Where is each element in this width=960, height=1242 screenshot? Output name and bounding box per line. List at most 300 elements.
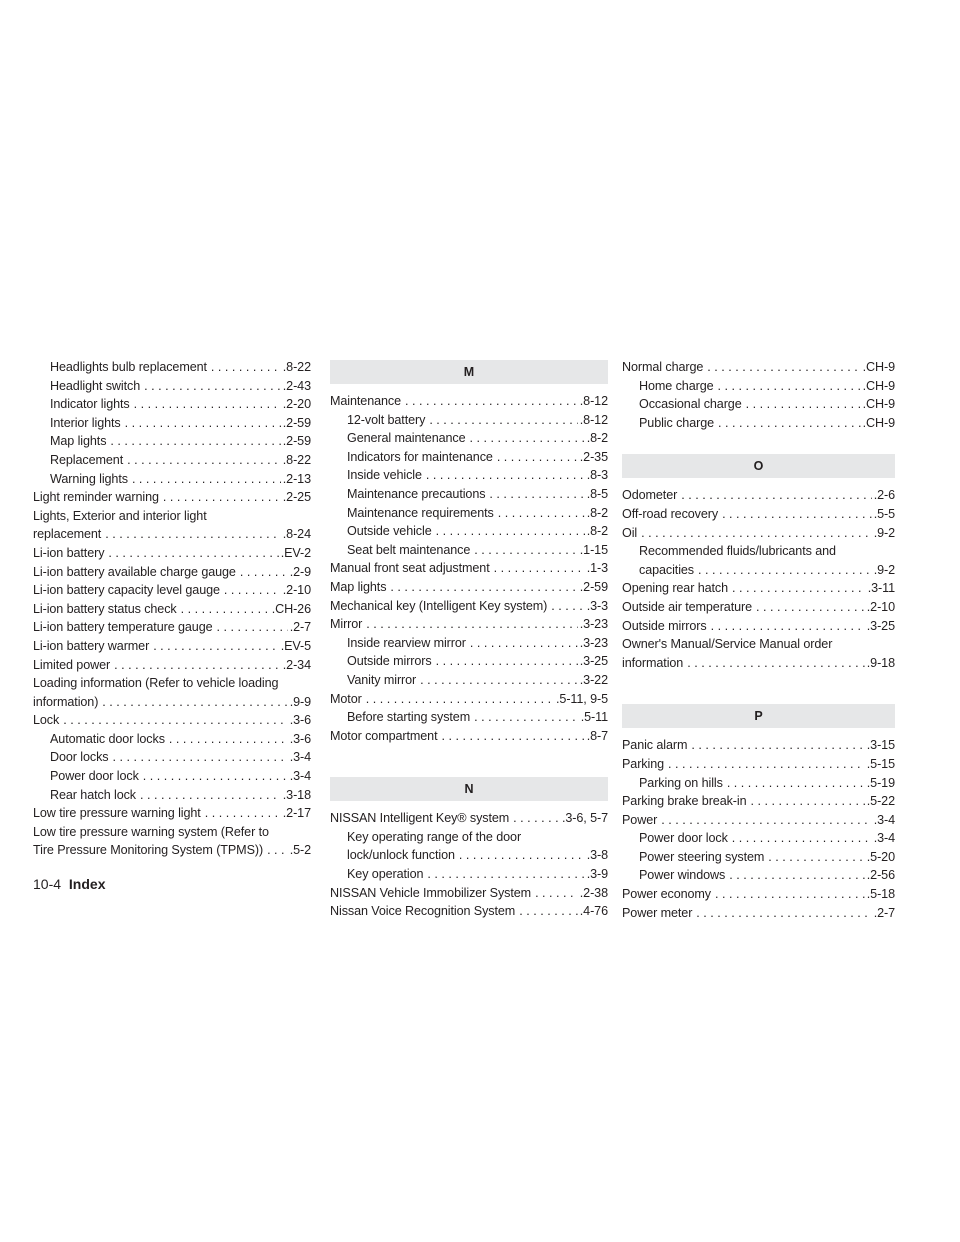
entry-page-ref: .3-4 (289, 750, 311, 765)
entry-page-ref: .EV-2 (280, 545, 311, 560)
dot-leader (509, 809, 560, 828)
entry-label: Parking (622, 756, 665, 771)
entry-page-ref: .3-4 (873, 812, 895, 827)
index-entry (33, 693, 311, 712)
entry-page-ref: .CH-26 (271, 601, 311, 616)
dot-leader (101, 525, 281, 544)
dot-leader (718, 505, 872, 524)
entry-page-ref: .CH-9 (862, 360, 895, 374)
entry-label: NISSAN Vehicle Immobilizer System (330, 885, 532, 900)
index-entry (330, 615, 608, 634)
dot-leader (136, 786, 281, 805)
dot-leader (470, 541, 578, 560)
entry-page-ref: .2-6 (873, 488, 895, 503)
entry-page-ref: .1-15 (579, 542, 608, 557)
index-entry (622, 377, 895, 396)
dot-leader (466, 429, 585, 448)
entry-label: information (622, 655, 684, 670)
entry-page-ref: .2-38 (579, 885, 608, 900)
dot-leader (422, 466, 585, 485)
index-list-n (330, 809, 608, 921)
entry-page-ref: .2-10 (282, 583, 311, 598)
entry-label: Maintenance requirements (347, 505, 494, 520)
dot-leader (425, 411, 577, 430)
index-list-m (330, 392, 608, 745)
entry-page-ref: .2-34 (282, 657, 311, 672)
dot-leader (165, 730, 288, 749)
entry-label: Lock (33, 713, 60, 728)
dot-leader (742, 395, 861, 414)
entry-label: Odometer (622, 488, 678, 503)
dot-leader (490, 559, 585, 578)
index-entry (33, 432, 311, 451)
entry-label: Power steering system (639, 849, 765, 864)
entry-page-ref: .3-18 (282, 787, 311, 802)
index-entry (33, 544, 311, 563)
index-entry (330, 708, 608, 727)
index-list-p (622, 736, 895, 922)
index-entry (33, 730, 311, 749)
entry-label: NISSAN Intelligent Key® system (330, 811, 510, 826)
index-entry (330, 634, 608, 653)
index-entry (33, 618, 311, 637)
index-entry (622, 358, 895, 377)
entry-page-ref: .4-76 (579, 904, 608, 919)
entry-page-ref: .2-35 (579, 449, 608, 464)
entry-label: Light reminder warning (33, 490, 159, 505)
section-header-m: M (330, 360, 608, 384)
entry-label: Mirror (330, 617, 363, 632)
index-entry (622, 755, 895, 774)
dot-leader (437, 727, 584, 746)
entry-label: Indicator lights (50, 397, 130, 412)
entry-page-ref: .3-11 (867, 581, 895, 596)
dot-leader (677, 486, 871, 505)
index-entry (622, 885, 895, 904)
index-entry (33, 767, 311, 786)
entry-label: Outside mirrors (347, 654, 432, 669)
entry-page-ref: .2-59 (282, 434, 311, 449)
dot-leader (362, 690, 554, 709)
entry-page-ref: .8-7 (586, 728, 608, 743)
index-entry (622, 617, 895, 636)
entry-label: Power economy (622, 887, 711, 902)
index-entry (33, 711, 311, 730)
dot-leader (98, 693, 287, 712)
dot-leader (106, 432, 280, 451)
entry-label: Headlights bulb replacement (50, 360, 207, 374)
entry-page-ref: .8-24 (282, 527, 311, 542)
entry-label: Home charge (639, 378, 714, 393)
dot-leader (423, 865, 584, 884)
entry-label: capacities (639, 562, 695, 577)
index-entry (330, 809, 608, 828)
entry-page-ref: .5-19 (866, 775, 895, 790)
dot-leader (694, 561, 872, 580)
dot-leader (263, 841, 288, 860)
dot-leader (432, 652, 578, 671)
entry-page-ref: .EV-5 (280, 638, 311, 653)
entry-label: replacement (33, 527, 102, 542)
index-column-2 (330, 358, 608, 921)
dot-leader (470, 708, 579, 727)
entry-label: Map lights (50, 434, 107, 449)
entry-page-ref: .3-8 (586, 848, 608, 863)
entry-page-ref: .3-4 (289, 769, 311, 784)
entry-page-ref: .5-2 (289, 843, 311, 858)
index-entry (622, 414, 895, 433)
entry-label: Low tire pressure warning light (33, 806, 201, 821)
entry-label: Li-ion battery status check (33, 601, 177, 616)
index-entry (330, 522, 608, 541)
entry-page-ref: .8-22 (282, 452, 311, 467)
index-entry (330, 902, 608, 921)
entry-label: information) (33, 694, 99, 709)
index-entry (330, 485, 608, 504)
entry-label: Nissan Voice Recognition System (330, 904, 516, 919)
section-spacer (330, 745, 608, 773)
index-entry (330, 411, 608, 430)
section-header-p: P (622, 704, 895, 728)
entry-page-ref: .2-17 (282, 806, 311, 821)
dot-leader (493, 448, 578, 467)
index-entry (33, 525, 311, 544)
entry-page-ref: .CH-9 (862, 415, 895, 430)
entry-label: Before starting system (347, 710, 471, 725)
entry-page-ref: .2-7 (873, 905, 895, 920)
dot-leader (664, 755, 865, 774)
index-entry (622, 598, 895, 617)
entry-label: Power (622, 812, 658, 827)
entry-page-ref: .8-12 (579, 412, 608, 427)
dot-leader (236, 563, 288, 582)
dot-leader (692, 904, 871, 923)
entry-label: Motor compartment (330, 728, 438, 743)
entry-label: Li-ion battery (33, 545, 105, 560)
index-entry (33, 358, 311, 377)
index-entry (33, 748, 311, 767)
entry-page-ref: .3-6, 5-7 (561, 811, 608, 826)
index-entry (330, 504, 608, 523)
dot-leader (466, 634, 578, 653)
entry-page-ref: .8-2 (586, 505, 608, 520)
entry-label: Outside air temperature (622, 599, 752, 614)
dot-leader (362, 615, 578, 634)
entry-label: Warning lights (50, 471, 128, 486)
entry-page-ref: .5-15 (866, 756, 895, 771)
entry-page-ref: .8-3 (586, 468, 608, 483)
entry-label: Mechanical key (Intelligent Key system) (330, 598, 548, 613)
dot-leader (687, 736, 864, 755)
dot-leader (130, 395, 281, 414)
dot-leader (128, 470, 281, 489)
entry-label: Maintenance (330, 394, 402, 408)
entry-label: Parking brake break-in (622, 794, 747, 809)
entry-page-ref: .8-22 (282, 360, 311, 374)
index-entry (330, 448, 608, 467)
dot-leader (140, 377, 281, 396)
index-entry (33, 786, 311, 805)
dot-leader (416, 671, 578, 690)
section-title: Index (68, 876, 106, 892)
index-entry (330, 429, 608, 448)
entry-label: Limited power (33, 657, 111, 672)
dot-leader (149, 637, 279, 656)
dot-leader (455, 846, 585, 865)
index-entry (622, 774, 895, 793)
entry-page-ref: .5-11 (580, 710, 608, 725)
entry-label: Maintenance precautions (347, 486, 486, 501)
index-entry (622, 505, 895, 524)
section-header-o: O (622, 454, 895, 478)
entry-page-ref: .8-12 (579, 394, 608, 408)
entry-label: Rear hatch lock (50, 787, 136, 802)
dot-leader (728, 579, 866, 598)
entry-page-ref: .2-43 (282, 378, 311, 393)
entry-page-ref: .2-13 (282, 471, 311, 486)
entry-label: General maintenance (347, 431, 466, 446)
entry-label: Opening rear hatch (622, 581, 729, 596)
entry-label: Tire Pressure Monitoring System (TPMS)) (33, 843, 264, 858)
dot-leader (104, 544, 278, 563)
index-entry (330, 652, 608, 671)
index-entry (33, 395, 311, 414)
index-entry (33, 470, 311, 489)
dot-leader (110, 656, 281, 675)
dot-leader (714, 377, 861, 396)
entry-page-ref: .8-2 (586, 431, 608, 446)
dot-leader (764, 848, 864, 867)
index-entry (330, 884, 608, 903)
index-entry (622, 792, 895, 811)
entry-label: Inside vehicle (347, 468, 422, 483)
entry-page-ref: .2-7 (289, 620, 311, 635)
entry-page-ref: .5-18 (866, 887, 895, 902)
entry-page-ref: .8-5 (586, 486, 608, 501)
dot-leader (703, 358, 860, 377)
index-entry (622, 579, 895, 598)
dot-leader (725, 866, 865, 885)
dot-leader (207, 358, 281, 377)
dot-leader (752, 598, 865, 617)
entry-page-ref: .3-25 (866, 618, 895, 633)
section-header-n: N (330, 777, 608, 801)
dot-leader (177, 600, 270, 619)
entry-page-ref: .2-20 (282, 397, 311, 412)
dot-leader (515, 902, 578, 921)
index-list-n-continued (622, 358, 895, 432)
index-entry (33, 451, 311, 470)
entry-label: 12-volt battery (347, 412, 426, 427)
entry-label: Power windows (639, 868, 726, 883)
index-entry (330, 846, 608, 865)
entry-page-ref: .9-9 (289, 694, 311, 709)
index-entry (33, 600, 311, 619)
entry-page-ref: .CH-9 (862, 378, 895, 393)
index-entry (330, 466, 608, 485)
entry-label: Vanity mirror (347, 672, 417, 687)
dot-leader (728, 829, 872, 848)
entry-label: Li-ion battery temperature gauge (33, 620, 213, 635)
entry-label: Motor (330, 691, 362, 706)
dot-leader (485, 485, 584, 504)
entry-page-ref: .2-25 (282, 490, 311, 505)
index-entry (622, 811, 895, 830)
section-spacer (622, 432, 895, 450)
entry-label: Door locks (50, 750, 109, 765)
entry-page-ref: .9-2 (873, 562, 895, 577)
entry-page-ref: .3-6 (289, 731, 311, 746)
entry-label: Outside vehicle (347, 524, 432, 539)
dot-leader (707, 617, 865, 636)
index-entry (622, 904, 895, 923)
dot-leader (637, 524, 872, 543)
index-entry-wrap: Lights, Exterior and interior light (33, 508, 207, 523)
dot-leader (683, 654, 865, 673)
entry-page-ref: .CH-9 (862, 397, 895, 412)
entry-page-ref: .5-5 (873, 506, 895, 521)
entry-label: Public charge (639, 415, 715, 430)
dot-leader (159, 488, 281, 507)
entry-label: Panic alarm (622, 738, 688, 753)
index-entry (622, 848, 895, 867)
entry-label: Seat belt maintenance (347, 542, 471, 557)
index-entry (330, 727, 608, 746)
entry-page-ref: .2-59 (579, 579, 608, 594)
entry-page-ref: .3-25 (579, 654, 608, 669)
index-entry-wrap: Loading information (Refer to vehicle loading (33, 676, 279, 691)
entry-page-ref: .5-20 (866, 849, 895, 864)
dot-leader (531, 884, 578, 903)
index-entry (33, 414, 311, 433)
entry-label: Headlight switch (50, 378, 141, 393)
page-number: 10-4 (33, 876, 62, 892)
index-entry (33, 637, 311, 656)
dot-leader (547, 597, 584, 616)
entry-label: Li-ion battery available charge gauge (33, 564, 236, 579)
index-entry-wrap: Low tire pressure warning system (Refer to (33, 824, 269, 839)
entry-label: Indicators for maintenance (347, 449, 493, 464)
entry-label: lock/unlock function (347, 848, 455, 863)
entry-label: Occasional charge (639, 397, 742, 412)
dot-leader (401, 392, 578, 411)
entry-label: Parking on hills (639, 775, 723, 790)
entry-page-ref: .3-15 (866, 738, 895, 753)
entry-label: Off-road recovery (622, 506, 719, 521)
dot-leader (220, 581, 281, 600)
dot-leader (747, 792, 865, 811)
entry-page-ref: .2-9 (289, 564, 311, 579)
index-entry (33, 377, 311, 396)
index-entry (33, 563, 311, 582)
entry-label: Power door lock (50, 769, 139, 784)
dot-leader (714, 414, 861, 433)
dot-leader (723, 774, 865, 793)
dot-leader (494, 504, 585, 523)
entry-page-ref: .3-22 (579, 672, 608, 687)
entry-page-ref: .3-6 (289, 713, 311, 728)
entry-page-ref: .9-2 (873, 525, 895, 540)
entry-label: Map lights (330, 579, 387, 594)
entry-page-ref: .3-9 (586, 867, 608, 882)
dot-leader (123, 451, 281, 470)
dot-leader (139, 767, 288, 786)
index-entry (622, 829, 895, 848)
index-entry (330, 541, 608, 560)
entry-page-ref: .2-56 (866, 868, 895, 883)
index-entry (622, 654, 895, 673)
entry-label: Replacement (50, 452, 124, 467)
entry-label: Li-ion battery capacity level gauge (33, 583, 220, 598)
entry-page-ref: .9-18 (866, 655, 895, 670)
index-entry (622, 395, 895, 414)
entry-label: Li-ion battery warmer (33, 638, 150, 653)
entry-page-ref: .8-2 (586, 524, 608, 539)
index-column-1 (33, 358, 311, 860)
entry-label: Outside mirrors (622, 618, 707, 633)
entry-label: Interior lights (50, 415, 121, 430)
dot-leader (711, 885, 865, 904)
dot-leader (386, 578, 577, 597)
entry-page-ref: .2-59 (282, 415, 311, 430)
index-entry (330, 392, 608, 411)
index-entry (330, 578, 608, 597)
index-entry-wrap: Key operating range of the door (347, 829, 522, 844)
entry-page-ref: .3-23 (579, 617, 608, 632)
index-entry (622, 561, 895, 580)
entry-label: Inside rearview mirror (347, 635, 466, 650)
entry-label: Normal charge (622, 360, 704, 374)
index-entry (33, 581, 311, 600)
entry-page-ref: .3-23 (579, 635, 608, 650)
entry-label: Oil (622, 525, 638, 540)
dot-leader (657, 811, 871, 830)
dot-leader (59, 711, 287, 730)
dot-leader (213, 618, 288, 637)
index-entry (33, 841, 311, 860)
entry-page-ref: .2-10 (866, 599, 895, 614)
entry-label: Manual front seat adjustment (330, 561, 490, 576)
entry-page-ref: .3-4 (873, 831, 895, 846)
entry-page-ref: .5-22 (866, 794, 895, 809)
entry-label: Automatic door locks (50, 731, 165, 746)
index-entry (622, 866, 895, 885)
entry-label: Power door lock (639, 831, 728, 846)
index-entry (330, 690, 608, 709)
entry-page-ref: .3-3 (586, 598, 608, 613)
section-spacer (622, 672, 895, 700)
index-entry (330, 671, 608, 690)
index-entry (33, 656, 311, 675)
dot-leader (432, 522, 585, 541)
index-entry-wrap: Recommended fluids/lubricants and (639, 544, 836, 559)
index-entry (330, 865, 608, 884)
dot-leader (121, 414, 281, 433)
index-entry (622, 524, 895, 543)
page-footer (33, 876, 106, 892)
index-list-o (622, 486, 895, 672)
entry-label: Power meter (622, 905, 693, 920)
index-entry (33, 488, 311, 507)
entry-label: Key operation (347, 867, 424, 882)
dot-leader (201, 804, 281, 823)
dot-leader (109, 748, 288, 767)
index-column-3 (622, 358, 895, 922)
index-entry-wrap: Owner's Manual/Service Manual order (622, 637, 833, 652)
index-entry (622, 486, 895, 505)
index-entry (622, 736, 895, 755)
index-entry (33, 804, 311, 823)
